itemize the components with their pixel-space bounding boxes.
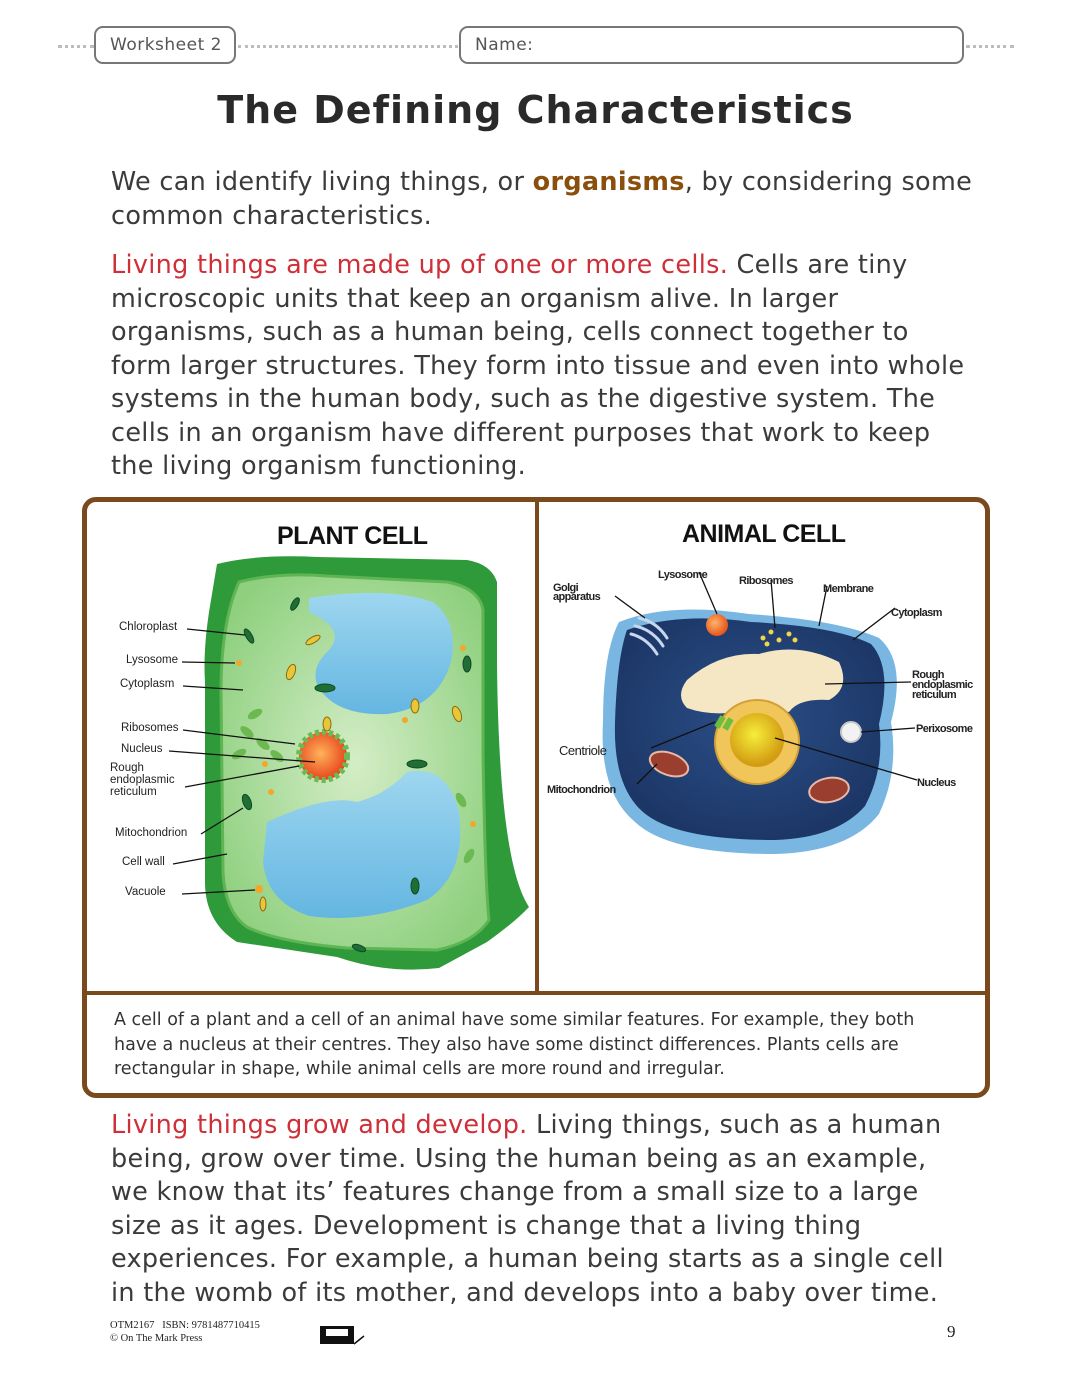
page-title: The Defining Characteristics [217,88,854,132]
animal-label-membrane: Membrane [823,583,874,595]
plant-label-chloroplast: Chloroplast [119,621,178,633]
press-logo-icon [318,1322,366,1348]
header-dotted-line-middle [238,45,458,48]
animal-label-peroxisome: Perixosome [916,723,973,735]
plant-label-rough-er: Rough endoplasmic reticulum [110,762,175,798]
plant-label-mitochondrion: Mitochondrion [115,827,188,839]
name-input[interactable] [539,29,962,61]
animal-peroxisome [841,722,861,742]
plant-label-nucleus: Nucleus [121,743,163,755]
plant-label-ribosomes: Ribosomes [121,722,179,734]
growth-body: Living things, such as a human being, grow over time. Using the human being as an example, we know that its’ features change from a small size to a large size as it ages. Development is change that a living thing experiences. For example, a human being starts as a single cell in the womb of its mother, and develops into a baby over time. [111,1110,944,1308]
animal-label-lysosome: Lysosome [658,569,708,581]
animal-label-centriole: Centriole [559,743,607,758]
cells-highlight: Living things are made up of one or more cells. [111,250,729,280]
animal-label-nucleus: Nucleus [917,777,956,789]
footer-isbn: OTM2167 ISBN: 9781487710415 [110,1320,260,1331]
plant-cell-title: PLANT CELL [277,522,428,550]
plant-label-vacuole: Vacuole [125,886,166,898]
animal-label-mitochondrion: Mitochondrion [547,784,616,796]
intro-text-end: , by considering some common characteristics. [111,167,973,231]
animal-lysosome [706,614,728,636]
cells-paragraph [111,249,971,484]
name-field[interactable] [459,26,964,64]
figure-divider-horizontal [87,991,985,995]
figure-caption: A cell of a plant and a cell of an animal have some similar features. For example, they both have a nucleus at their centres. They also have some distinct differences. Plants cells are rectangular in shape, while animal cells are more round and irregular. [114,1010,915,1079]
header-dotted-line-right [966,45,1014,48]
page-number: 9 [947,1322,956,1341]
animal-label-golgi: Golgi apparatus [553,582,601,603]
animal-cell-title: ANIMAL CELL [682,520,846,548]
animal-label-cytoplasm: Cytoplasm [891,607,942,619]
worksheet-label [94,26,236,64]
plant-label-cytoplasm: Cytoplasm [120,678,175,690]
header-dotted-line-left [58,45,94,48]
growth-paragraph [111,1109,971,1310]
intro-keyword: organisms [532,167,685,197]
plant-nucleus [299,732,347,780]
footer-copyright: © On The Mark Press [110,1333,203,1344]
intro-text-start: We can identify living things, or [111,167,533,197]
worksheet-label-text: Worksheet 2 [110,35,222,55]
growth-highlight: Living things grow and develop. [111,1110,528,1140]
animal-label-ribosomes: Ribosomes [739,575,793,587]
cell-figure-box [82,497,990,1098]
animal-label-rough-er: Rough endoplasmic reticulum [912,669,973,701]
intro-paragraph [111,166,981,233]
cells-body: Cells are tiny microscopic units that keep an organism alive. In larger organisms, such as a human being, cells connect together to form larger structures. They form into tissue and even into whole systems in the human body, such as the digestive system. The cells in an organism have different purposes that work to keep the living organism functioning. [111,250,965,481]
animal-nucleolus [730,713,784,767]
name-label: Name: [475,35,534,55]
plant-label-cell-wall: Cell wall [122,856,165,868]
footer-publisher-info [110,1319,260,1345]
plant-label-lysosome: Lysosome [126,654,178,666]
